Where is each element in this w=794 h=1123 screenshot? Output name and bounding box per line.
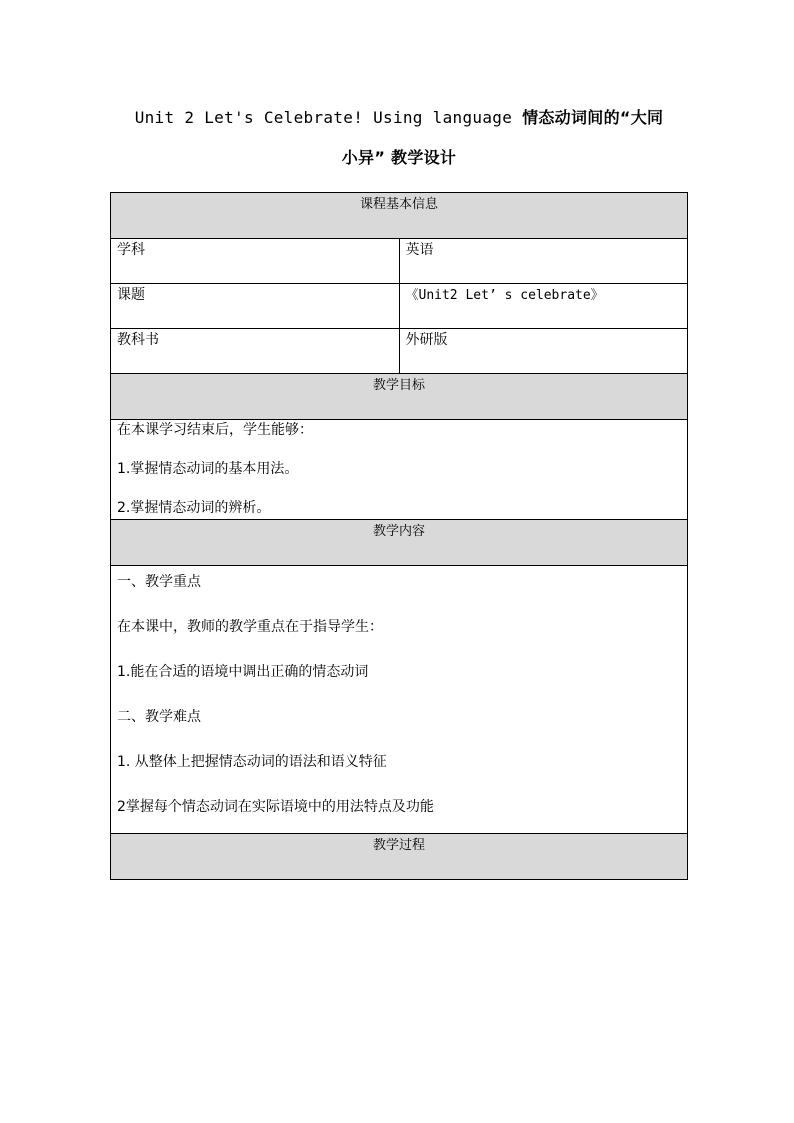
row-label-topic: 课题 [111, 284, 400, 329]
title-chinese: 情态动词间的“大同 [522, 108, 664, 127]
content-text: 在本课中，教师的教学重点在于指导学生： [117, 619, 383, 635]
row-value-topic: 《Unit2 Let’ s celebrate》 [399, 284, 688, 329]
content-cell [111, 566, 688, 834]
section-header-goals: 教学目标 [111, 374, 688, 420]
section-header-content: 教学内容 [111, 520, 688, 566]
content-text: 1.能在合适的语境中调出正确的情态动词 [117, 664, 369, 680]
lesson-plan-table [110, 192, 688, 880]
row-value-textbook: 外研版 [399, 329, 688, 374]
table-row [111, 329, 688, 374]
row-label-subject: 学科 [111, 239, 400, 284]
section-header-basic-info: 课程基本信息 [111, 193, 688, 239]
row-label-textbook: 教科书 [111, 329, 400, 374]
goal-text: 1.掌握情态动词的基本用法。 [117, 461, 299, 477]
goal-text: 在本课学习结束后，学生能够： [117, 422, 313, 438]
content-text: 二、教学难点 [117, 709, 201, 725]
table-row [111, 239, 688, 284]
document-title-line-2: 小异” 教学设计 [341, 148, 457, 167]
goals-cell [111, 420, 688, 520]
row-value-subject: 英语 [399, 239, 688, 284]
title-english: Unit 2 Let's Celebrate! Using language [134, 108, 523, 127]
content-text: 一、教学重点 [117, 574, 201, 590]
goal-text: 2.掌握情态动词的辨析。 [117, 500, 271, 516]
content-text: 2掌握每个情态动词在实际语境中的用法特点及功能 [117, 799, 434, 815]
section-header-process: 教学过程 [111, 834, 688, 880]
content-text: 1. 从整体上把握情态动词的语法和语义特征 [117, 754, 387, 770]
document-title-line-1 [110, 107, 688, 129]
table-row [111, 284, 688, 329]
